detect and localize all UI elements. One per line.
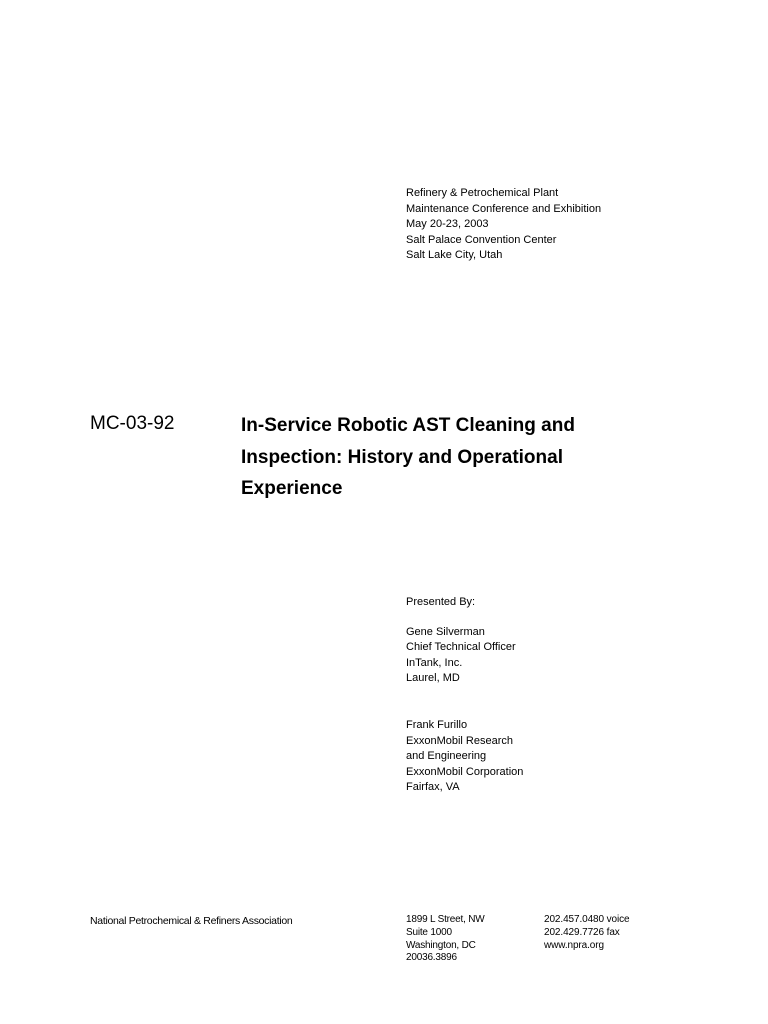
paper-title-line: Experience	[241, 478, 343, 499]
paper-title-line: In-Service Robotic AST Cleaning and	[241, 415, 575, 436]
paper-title-line: Inspection: History and Operational	[241, 446, 563, 468]
author-dept: ExxonMobil Research	[406, 734, 513, 747]
footer-contact	[544, 914, 630, 952]
conference-date: May 20-23, 2003	[406, 218, 489, 231]
paper-code: MC-03-92	[90, 413, 175, 434]
author-block-1	[406, 625, 516, 687]
footer-address-line: 20036.3896	[406, 952, 457, 964]
footer-organization: National Petrochemical & Refiners Association	[90, 915, 293, 927]
author-name: Gene Silverman	[406, 626, 485, 638]
author-block-2	[406, 718, 523, 796]
author-role: Chief Technical Officer	[406, 641, 516, 654]
conference-venue: Salt Palace Convention Center	[406, 233, 557, 246]
author-location: Fairfax, VA	[406, 781, 460, 794]
conference-city: Salt Lake City, Utah	[406, 249, 503, 262]
footer-fax: 202.429.7726 fax	[544, 926, 620, 938]
conference-line: Refinery & Petrochemical Plant	[406, 187, 559, 199]
author-company: ExxonMobil Corporation	[406, 765, 524, 778]
footer-voice: 202.457.0480 voice	[544, 914, 630, 925]
paper-title	[241, 410, 641, 505]
footer-address	[406, 914, 485, 965]
author-dept: and Engineering	[406, 750, 487, 763]
author-name: Frank Furillo	[406, 719, 468, 731]
footer-address-line: Suite 1000	[406, 926, 452, 938]
author-location: Laurel, MD	[406, 672, 460, 685]
footer-website: www.npra.org	[544, 939, 604, 951]
conference-info	[406, 186, 601, 264]
footer-address-line: 1899 L Street, NW	[406, 914, 485, 925]
footer-address-line: Washington, DC	[406, 939, 476, 951]
author-company: InTank, Inc.	[406, 656, 463, 669]
presented-by-label: Presented By:	[406, 596, 476, 608]
conference-line: Maintenance Conference and Exhibition	[406, 202, 602, 215]
